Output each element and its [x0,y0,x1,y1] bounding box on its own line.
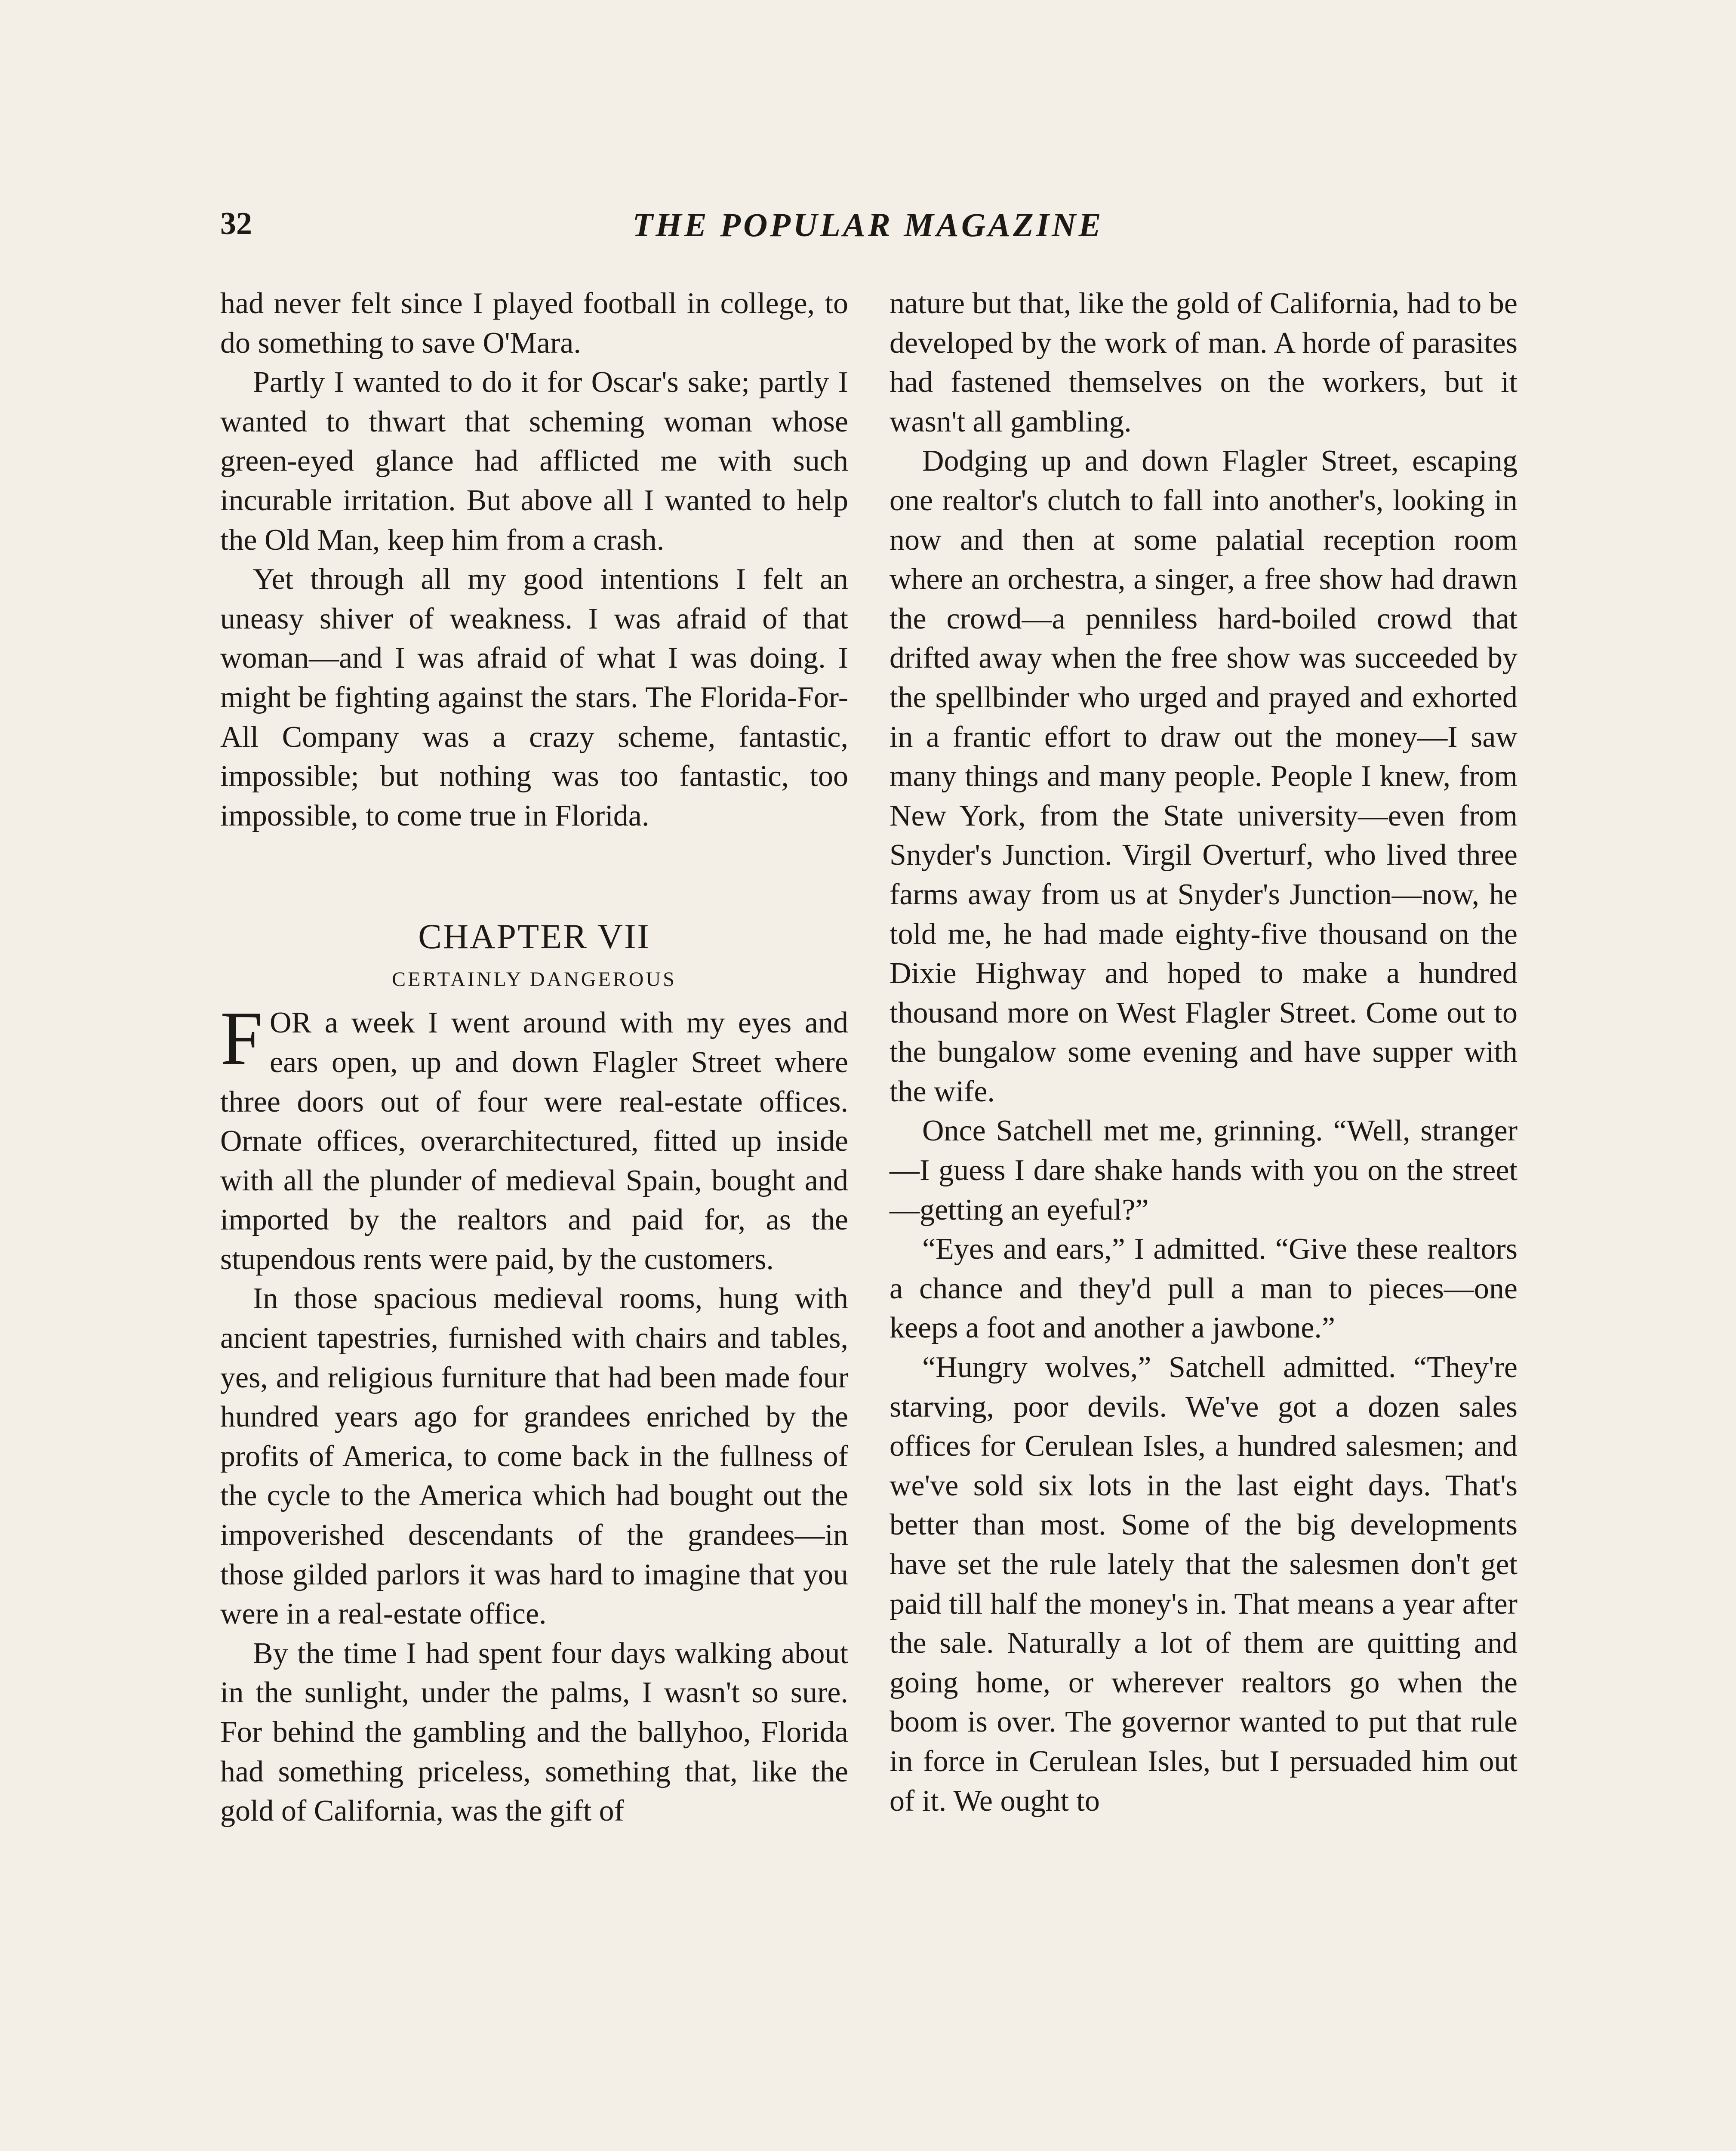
left-column [220,284,848,1831]
paragraph: Partly I wanted to do it for Oscar's sake; partly I wanted to thwart that scheming woman whose green-eyed glance had afflicted me with such incurable irritation. But above all I wanted to help the Old Man, keep him from a crash. [220,366,848,557]
paragraph: Yet through all my good intentions I felt an uneasy shiver of weakness. I was afraid of that woman—and I was afraid of what I was doing. I might be fighting against the stars. The Florida-For-All Company was a crazy scheme, fantastic, impossible; but nothing was too fantastic, too impossible, to come true in Florida. [220,563,848,832]
chapter-title: CHAPTER VII [418,917,650,956]
paragraph: In those spacious medieval rooms, hung with ancient tapestries, furnished with chairs and tables, yes, and religious furniture that had been made four hundred years ago for grandees enriched by the profits of America, to come back in the fullness of the cycle to the America which had bought out the impoverished descendants of the grandees—in those gilded parlors it was hard to imagine that you were in a real-estate office. [220,1282,848,1631]
chapter-subtitle: CERTAINLY DANGEROUS [392,968,677,991]
drop-cap: F [220,995,263,1081]
right-column [890,284,1517,1821]
paragraph: had never felt since I played football in college, to do something to save O'Mara. [220,287,848,360]
paragraph: “Hungry wolves,” Satchell admitted. “They're starving, poor devils. We've got a dozen sales offices for Cerulean Isles, a hundred salesmen; and we've sold six lots in the last eight days. That's better than most. Some of the big developments have set the rule lately that the salesmen don't get paid till half the money's in. That means a year after the sale. Naturally a lot of them are quitting and going home, or wherever realtors go when the boom is over. The governor wanted to put that rule in force in Cerulean Isles, but I persuaded him out of it. We ought to [890,1351,1517,1818]
chapter-heading [220,913,848,999]
paragraph: nature but that, like the gold of California, had to be developed by the work of man. A horde of parasites had fastened themselves on the workers, but it wasn't all gambling. [890,287,1517,438]
opening-text: OR a week I went around with my eyes and ears open, up and down Flagler Street where three doors out of four were real-estate offices. Ornate offices, overarchitectured, fitted up inside with all the plunder of medieval Spain, bought and imported by the realtors and paid for, as the stupendous rents were paid, by the customers. [220,1006,848,1276]
page-header [0,206,1736,253]
running-title: THE POPULAR MAGAZINE [632,206,1104,243]
paragraph: “Eyes and ears,” I admitted. “Give these realtors a chance and they'd pull a man to pieces—one keeps a foot and another a jawbone.” [890,1233,1517,1345]
page-number: 32 [220,206,252,241]
chapter-opening-paragraph [220,995,848,1279]
paragraph: By the time I had spent four days walking about in the sunlight, under the palms, I wasn't so sure. For behind the gambling and the ballyhoo, Florida had something priceless, something that, like the gold of California, was the gift of [220,1636,848,1828]
paragraph: Once Satchell met me, grinning. “Well, stranger—I guess I dare shake hands with you on the street—getting an eyeful?” [890,1114,1517,1227]
paragraph: Dodging up and down Flagler Street, escaping one realtor's clutch to fall into another's, looking in now and then at some palatial reception room where an orchestra, a singer, a free show had drawn the crowd—a penniless hard-boiled crowd that drifted away when the free show was succeeded by the spellbinder who urged and prayed and exhorted in a frantic effort to draw out the money—I saw many things and many people. People I knew, from New York, from the State university—even from Snyder's Junction. Virgil Overturf, who lived three farms away from us at Snyder's Junction—now, he told me, he had made eighty-five thousand on the Dixie Highway and hoped to make a hundred thousand more on West Flagler Street. Come out to the bungalow some evening and have supper with the wife. [890,444,1517,1108]
